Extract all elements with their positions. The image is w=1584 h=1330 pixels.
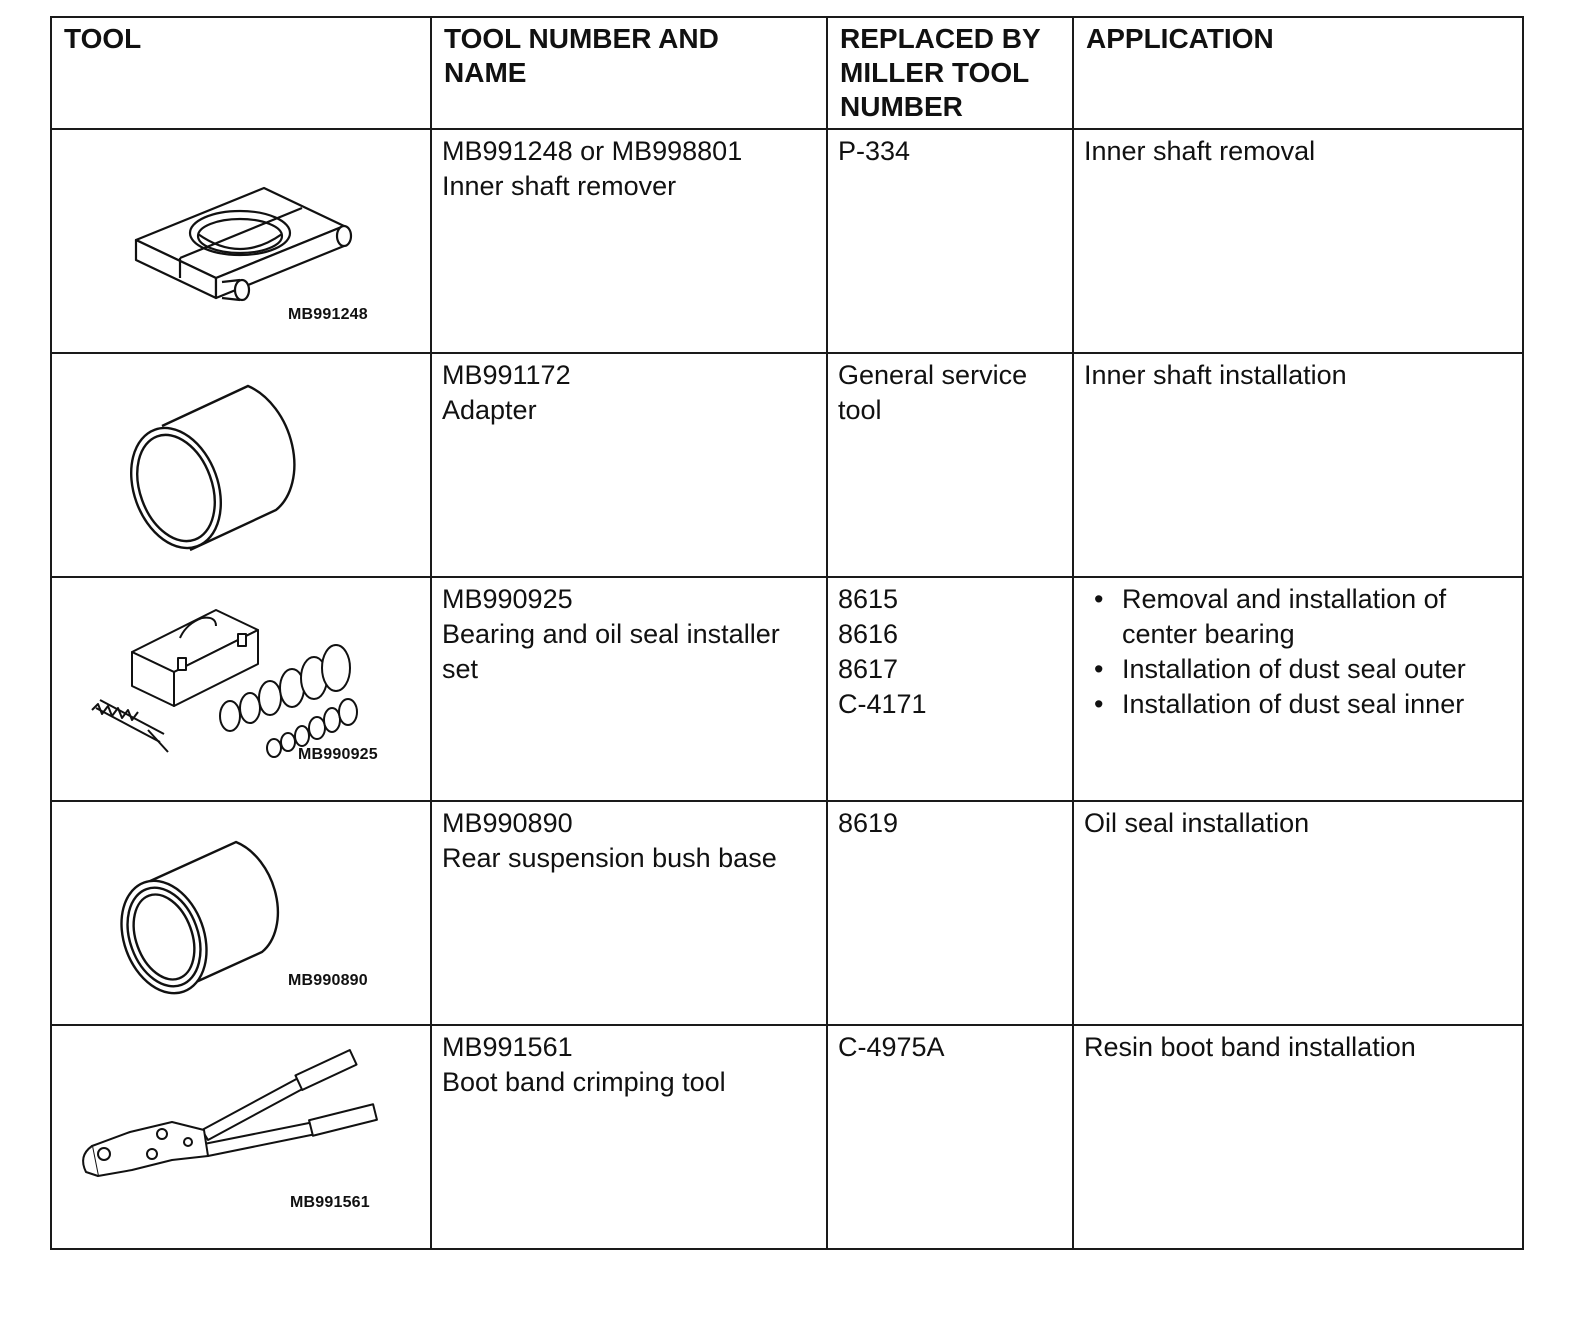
table-row (51, 353, 1523, 577)
miller-number: 8617 (838, 654, 899, 684)
tool-number-cell (431, 801, 827, 1025)
application-bullet-list (1084, 582, 1512, 722)
bush-base-cylinder-icon (52, 802, 428, 1024)
tool-caption: MB991561 (290, 1194, 370, 1211)
application-cell (1073, 129, 1523, 353)
tool-name: Boot band crimping tool (442, 1067, 726, 1097)
application-text: Resin boot band installation (1084, 1032, 1416, 1062)
tool-caption: MB990925 (298, 746, 378, 763)
header-replaced-by-miller: REPLACED BY MILLER TOOL NUMBER (827, 17, 1073, 129)
tool-name: Bearing and oil seal installer set (442, 619, 780, 684)
tool-image-cell (51, 801, 431, 1025)
miller-number-cell (827, 353, 1073, 577)
installer-set-toolbox-icon (52, 578, 428, 800)
application-bullet: • Installation of dust seal outer (1084, 652, 1512, 687)
application-bullet: • Removal and installation of center bearing (1084, 582, 1512, 652)
miller-number: 8616 (838, 619, 899, 649)
header-tool: TOOL (51, 17, 431, 129)
tool-number: MB990890 (442, 808, 573, 838)
tool-name: Adapter (442, 395, 537, 425)
miller-number: 8615 (838, 584, 899, 614)
table-row (51, 801, 1523, 1025)
application-cell (1073, 577, 1523, 801)
tool-caption: MB991248 (288, 306, 368, 323)
tool-number: MB991561 (442, 1032, 573, 1062)
application-cell (1073, 353, 1523, 577)
tool-number: MB990925 (442, 584, 573, 614)
application-cell (1073, 1025, 1523, 1249)
miller-number-cell (827, 129, 1073, 353)
miller-number: 8619 (838, 808, 899, 838)
miller-number: General service (838, 360, 1028, 390)
crimping-plier-icon (52, 1026, 428, 1248)
miller-number: tool (838, 395, 882, 425)
tool-image-cell (51, 353, 431, 577)
miller-number-cell (827, 801, 1073, 1025)
split-plate-remover-icon (52, 130, 428, 352)
miller-number: C-4171 (838, 689, 927, 719)
tool-number: MB991248 or MB998801 (442, 136, 743, 166)
application-bullet: • Installation of dust seal inner (1084, 687, 1512, 722)
header-tool-number-and-name: TOOL NUMBER AND NAME (431, 17, 827, 129)
table-row (51, 129, 1523, 353)
miller-number: C-4975A (838, 1032, 945, 1062)
tool-number-cell (431, 1025, 827, 1249)
miller-number-cell (827, 1025, 1073, 1249)
header-application: APPLICATION (1073, 17, 1523, 129)
table-row (51, 1025, 1523, 1249)
header-row (51, 17, 1523, 129)
tool-image-cell (51, 129, 431, 353)
application-text: Inner shaft removal (1084, 136, 1316, 166)
tool-name: Rear suspension bush base (442, 843, 777, 873)
tool-image-cell (51, 1025, 431, 1249)
tool-caption: MB990890 (288, 972, 368, 989)
table-row (51, 577, 1523, 801)
miller-number-cell (827, 577, 1073, 801)
tool-number-cell (431, 353, 827, 577)
application-cell (1073, 801, 1523, 1025)
tool-number-cell (431, 577, 827, 801)
tool-number: MB991172 (442, 360, 571, 390)
miller-number: P-334 (838, 136, 911, 166)
application-text: Inner shaft installation (1084, 360, 1347, 390)
application-text: Oil seal installation (1084, 808, 1310, 838)
cylinder-adapter-icon (52, 354, 428, 576)
tool-image-cell (51, 577, 431, 801)
special-tools-table (50, 16, 1524, 1250)
tool-number-cell (431, 129, 827, 353)
tool-name: Inner shaft remover (442, 171, 677, 201)
